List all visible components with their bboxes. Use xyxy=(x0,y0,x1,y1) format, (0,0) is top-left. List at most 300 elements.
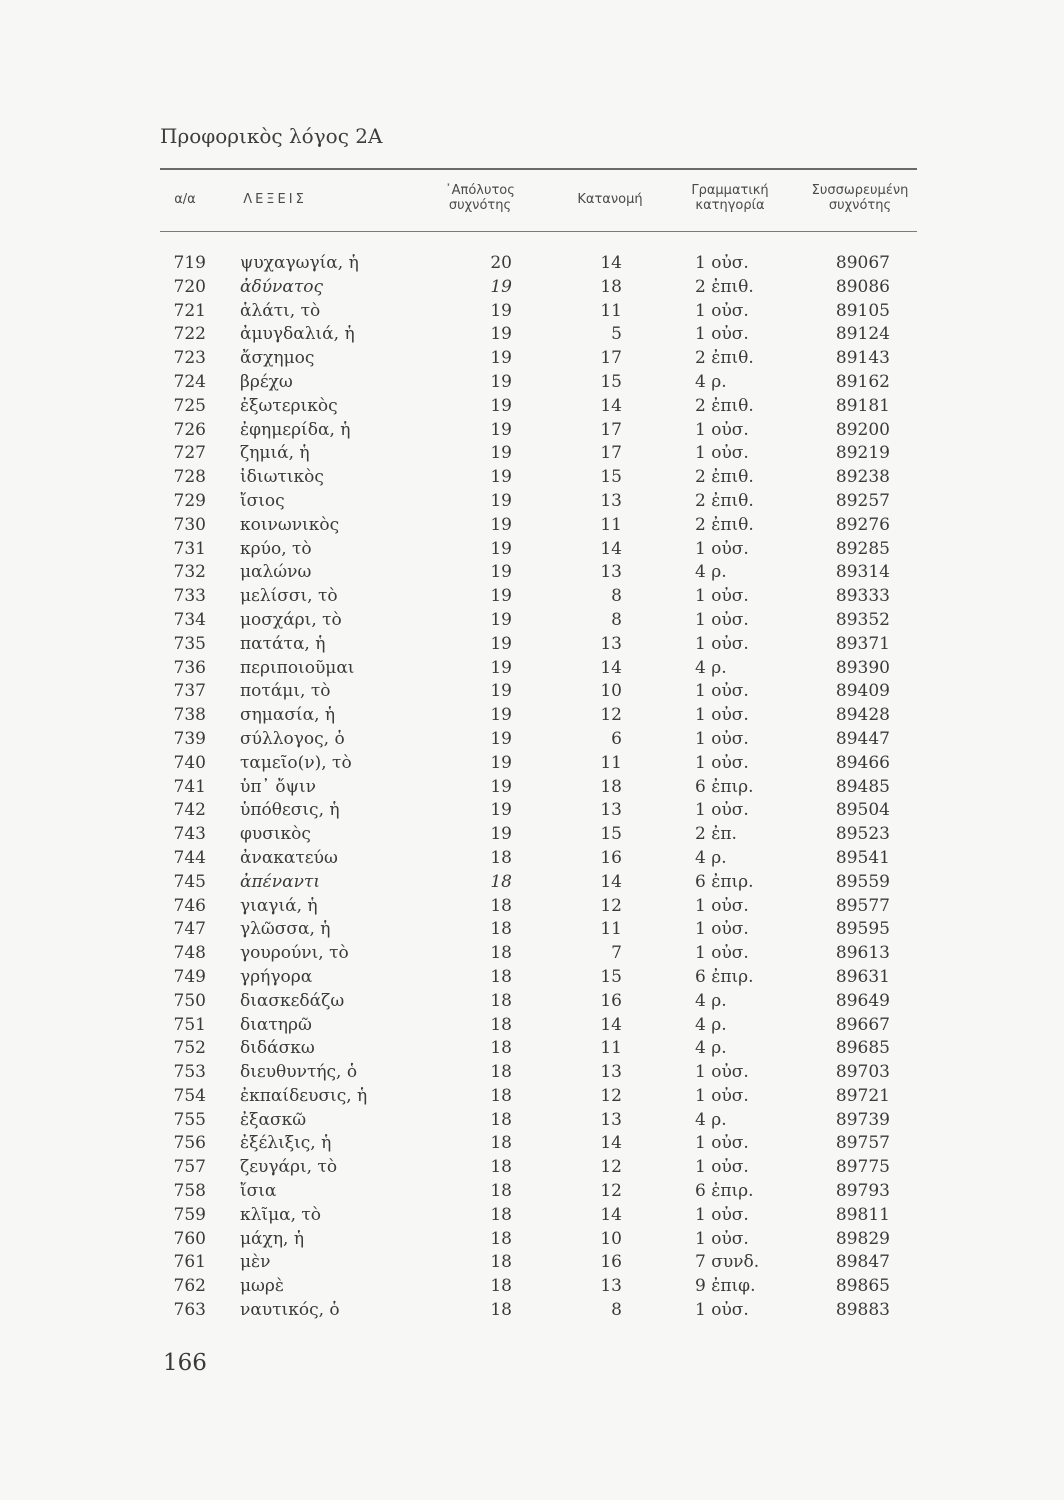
row-word: ἴσια xyxy=(240,1181,277,1202)
row-absolute-frequency: 18 xyxy=(490,1228,512,1249)
row-word: ψυχαγωγία, ἡ xyxy=(240,253,359,273)
column-header-cumulative xyxy=(800,183,920,213)
row-index: 754 xyxy=(173,1085,206,1106)
row-index: 731 xyxy=(173,538,206,559)
row-absolute-frequency: 18 xyxy=(490,990,512,1011)
table-row xyxy=(0,539,1064,563)
row-word: κοινωνικὸς xyxy=(240,514,340,535)
row-index: 752 xyxy=(173,1038,206,1059)
column-header-cumulative-line1: Συσσωρευμένη xyxy=(811,183,909,198)
table-row xyxy=(0,1110,1064,1134)
row-word: ἐφημερίδα, ἡ xyxy=(240,419,351,440)
row-index: 729 xyxy=(173,490,206,511)
row-grammar-category: 6 ἐπιρ. xyxy=(695,871,754,892)
row-index: 720 xyxy=(173,276,206,297)
row-distribution: 11 xyxy=(600,919,622,940)
column-header-grammar xyxy=(675,183,785,213)
row-absolute-frequency: 19 xyxy=(490,514,512,535)
row-word: διευθυντής, ὁ xyxy=(240,1062,358,1083)
row-grammar-category: 1 οὐσ. xyxy=(695,728,749,749)
row-distribution: 8 xyxy=(611,1300,622,1321)
table-row xyxy=(0,729,1064,753)
row-index: 728 xyxy=(173,467,206,488)
row-distribution: 16 xyxy=(600,1252,622,1273)
table-row xyxy=(0,991,1064,1015)
row-grammar-category: 1 οὐσ. xyxy=(695,1300,749,1321)
row-distribution: 14 xyxy=(600,871,622,892)
row-grammar-category: 1 οὐσ. xyxy=(695,1085,749,1106)
column-header-absolute xyxy=(430,183,530,213)
table-row xyxy=(0,872,1064,896)
header-rule xyxy=(160,231,917,232)
row-distribution: 11 xyxy=(600,514,622,535)
row-index: 750 xyxy=(173,990,206,1011)
row-grammar-category: 1 οὐσ. xyxy=(695,609,749,630)
row-cumulative-frequency: 89257 xyxy=(835,490,890,511)
row-word: μάχη, ἡ xyxy=(240,1228,305,1249)
row-absolute-frequency: 19 xyxy=(490,467,512,488)
row-index: 763 xyxy=(173,1300,206,1321)
row-cumulative-frequency: 89504 xyxy=(835,800,890,821)
row-word: ἐξωτερικὸς xyxy=(240,395,338,416)
page-title: Προφορικὸς λόγος 2Α xyxy=(160,124,383,148)
table-row xyxy=(0,372,1064,396)
row-cumulative-frequency: 89124 xyxy=(835,324,890,345)
column-header-absolute-line1: ᾿Απόλυτος xyxy=(445,183,515,198)
row-absolute-frequency: 19 xyxy=(490,324,512,345)
row-grammar-category: 4 ρ. xyxy=(695,371,727,392)
row-grammar-category: 6 ἐπιρ. xyxy=(695,776,754,797)
table-row xyxy=(0,1181,1064,1205)
row-index: 755 xyxy=(173,1109,206,1130)
row-absolute-frequency: 18 xyxy=(490,847,512,868)
row-word: ἰδιωτικὸς xyxy=(240,467,324,488)
row-absolute-frequency: 19 xyxy=(490,348,512,369)
row-distribution: 15 xyxy=(600,966,622,987)
table-row xyxy=(0,919,1064,943)
row-distribution: 15 xyxy=(600,467,622,488)
row-word: ζευγάρι, τὸ xyxy=(240,1157,338,1178)
row-distribution: 12 xyxy=(600,1181,622,1202)
table-row xyxy=(0,658,1064,682)
page-number: 166 xyxy=(163,1350,207,1376)
table-row xyxy=(0,967,1064,991)
row-distribution: 7 xyxy=(611,943,622,964)
row-cumulative-frequency: 89703 xyxy=(835,1062,890,1083)
row-word: γουρούνι, τὸ xyxy=(240,943,349,964)
column-header-words xyxy=(230,192,320,207)
row-word: ἀνακατεύω xyxy=(240,847,338,868)
row-cumulative-frequency: 89811 xyxy=(835,1204,890,1225)
row-index: 762 xyxy=(173,1276,206,1297)
row-distribution: 13 xyxy=(600,800,622,821)
row-cumulative-frequency: 89793 xyxy=(835,1181,890,1202)
row-absolute-frequency: 18 xyxy=(490,919,512,940)
row-distribution: 17 xyxy=(600,419,622,440)
row-word: ἄσχημος xyxy=(240,348,315,369)
table-row xyxy=(0,824,1064,848)
row-grammar-category: 2 ἐπ. xyxy=(695,824,737,845)
row-word: ὑπ᾿ ὄψιν xyxy=(240,776,316,797)
row-cumulative-frequency: 89162 xyxy=(835,371,890,392)
row-absolute-frequency: 18 xyxy=(490,871,512,892)
row-grammar-category: 1 οὐσ. xyxy=(695,1228,749,1249)
row-distribution: 11 xyxy=(600,1038,622,1059)
row-absolute-frequency: 19 xyxy=(490,609,512,630)
table-row xyxy=(0,1157,1064,1181)
row-index: 724 xyxy=(173,371,206,392)
row-absolute-frequency: 19 xyxy=(490,800,512,821)
row-grammar-category: 9 ἐπιφ. xyxy=(695,1276,756,1297)
row-index: 741 xyxy=(173,776,206,797)
row-distribution: 12 xyxy=(600,895,622,916)
row-index: 743 xyxy=(173,824,206,845)
row-grammar-category: 1 οὐσ. xyxy=(695,800,749,821)
row-grammar-category: 7 συνδ. xyxy=(695,1252,760,1273)
row-index: 730 xyxy=(173,514,206,535)
table-row xyxy=(0,848,1064,872)
row-word: ἀδύνατος xyxy=(240,276,324,297)
row-index: 732 xyxy=(173,562,206,583)
table-row xyxy=(0,515,1064,539)
row-grammar-category: 4 ρ. xyxy=(695,1109,727,1130)
row-absolute-frequency: 19 xyxy=(490,824,512,845)
row-distribution: 14 xyxy=(600,253,622,273)
row-absolute-frequency: 19 xyxy=(490,490,512,511)
row-distribution: 11 xyxy=(600,752,622,773)
row-distribution: 14 xyxy=(600,1133,622,1154)
row-absolute-frequency: 19 xyxy=(490,443,512,464)
row-index: 727 xyxy=(173,443,206,464)
row-index: 738 xyxy=(173,705,206,726)
row-index: 722 xyxy=(173,324,206,345)
row-grammar-category: 1 οὐσ. xyxy=(695,300,749,321)
row-grammar-category: 1 οὐσ. xyxy=(695,1133,749,1154)
row-word: ποτάμι, τὸ xyxy=(240,681,331,702)
row-word: βρέχω xyxy=(240,371,293,392)
row-word: γλῶσσα, ἡ xyxy=(240,919,331,940)
row-grammar-category: 4 ρ. xyxy=(695,990,727,1011)
table-row xyxy=(0,1300,1064,1324)
row-cumulative-frequency: 89219 xyxy=(835,443,890,464)
row-index: 726 xyxy=(173,419,206,440)
row-word: ἐκπαίδευσις, ἡ xyxy=(240,1085,368,1106)
row-distribution: 13 xyxy=(600,1276,622,1297)
row-word: ἴσιος xyxy=(240,490,285,511)
row-absolute-frequency: 18 xyxy=(490,1062,512,1083)
table-row xyxy=(0,681,1064,705)
row-index: 748 xyxy=(173,943,206,964)
row-grammar-category: 6 ἐπιρ. xyxy=(695,966,754,987)
row-grammar-category: 1 οὐσ. xyxy=(695,681,749,702)
row-grammar-category: 1 οὐσ. xyxy=(695,919,749,940)
table-row xyxy=(0,634,1064,658)
column-header-grammar-line1: Γραμματική xyxy=(691,183,769,198)
row-cumulative-frequency: 89143 xyxy=(835,348,890,369)
row-index: 745 xyxy=(173,871,206,892)
row-grammar-category: 4 ρ. xyxy=(695,657,727,678)
table-row xyxy=(0,705,1064,729)
column-header-words-label: ΛΕΞΕΙΣ xyxy=(243,192,307,207)
row-distribution: 12 xyxy=(600,1085,622,1106)
row-absolute-frequency: 19 xyxy=(490,776,512,797)
row-word: ζημιά, ἡ xyxy=(240,443,310,464)
row-grammar-category: 2 ἐπιθ. xyxy=(695,490,754,511)
row-cumulative-frequency: 89390 xyxy=(835,657,890,678)
row-grammar-category: 6 ἐπιρ. xyxy=(695,1181,754,1202)
column-header-index xyxy=(160,192,210,207)
row-distribution: 17 xyxy=(600,348,622,369)
row-grammar-category: 2 ἐπιθ. xyxy=(695,395,754,416)
row-grammar-category: 4 ρ. xyxy=(695,562,727,583)
row-grammar-category: 4 ρ. xyxy=(695,1038,727,1059)
row-distribution: 6 xyxy=(611,728,622,749)
row-index: 758 xyxy=(173,1181,206,1202)
row-distribution: 13 xyxy=(600,490,622,511)
row-distribution: 10 xyxy=(600,1228,622,1249)
row-absolute-frequency: 19 xyxy=(490,419,512,440)
row-word: κλῖμα, τὸ xyxy=(240,1204,322,1225)
row-cumulative-frequency: 89613 xyxy=(835,943,890,964)
row-index: 761 xyxy=(173,1252,206,1273)
row-distribution: 17 xyxy=(600,443,622,464)
row-word: διασκεδάζω xyxy=(240,990,345,1011)
row-grammar-category: 2 ἐπιθ. xyxy=(695,276,754,297)
row-absolute-frequency: 19 xyxy=(490,681,512,702)
row-index: 735 xyxy=(173,633,206,654)
row-word: ἀπέναντι xyxy=(240,871,320,892)
table-row xyxy=(0,348,1064,372)
row-word: διδάσκω xyxy=(240,1038,315,1059)
column-header-distribution xyxy=(560,192,660,207)
row-absolute-frequency: 18 xyxy=(490,1300,512,1321)
row-word: ἐξέλιξις, ἡ xyxy=(240,1133,332,1154)
table-row xyxy=(0,443,1064,467)
row-distribution: 18 xyxy=(600,776,622,797)
row-cumulative-frequency: 89485 xyxy=(835,776,890,797)
row-absolute-frequency: 18 xyxy=(490,1133,512,1154)
row-cumulative-frequency: 89333 xyxy=(835,586,890,607)
table-row xyxy=(0,1276,1064,1300)
row-cumulative-frequency: 89285 xyxy=(835,538,890,559)
row-grammar-category: 1 οὐσ. xyxy=(695,1062,749,1083)
row-distribution: 5 xyxy=(611,324,622,345)
row-cumulative-frequency: 89523 xyxy=(835,824,890,845)
row-index: 744 xyxy=(173,847,206,868)
table-row xyxy=(0,610,1064,634)
row-absolute-frequency: 18 xyxy=(490,1276,512,1297)
row-cumulative-frequency: 89757 xyxy=(835,1133,890,1154)
row-distribution: 14 xyxy=(600,1204,622,1225)
row-grammar-category: 4 ρ. xyxy=(695,847,727,868)
row-word: μαλώνω xyxy=(240,562,312,583)
row-cumulative-frequency: 89883 xyxy=(835,1300,890,1321)
row-index: 759 xyxy=(173,1204,206,1225)
row-cumulative-frequency: 89739 xyxy=(835,1109,890,1130)
row-absolute-frequency: 19 xyxy=(490,586,512,607)
column-header-absolute-line2: συχνότης xyxy=(448,198,512,213)
row-cumulative-frequency: 89847 xyxy=(835,1252,890,1273)
row-absolute-frequency: 19 xyxy=(490,562,512,583)
row-cumulative-frequency: 89685 xyxy=(835,1038,890,1059)
row-cumulative-frequency: 89086 xyxy=(835,276,890,297)
table-row xyxy=(0,324,1064,348)
row-grammar-category: 1 οὐσ. xyxy=(695,633,749,654)
table-row xyxy=(0,1229,1064,1253)
row-index: 749 xyxy=(173,966,206,987)
row-absolute-frequency: 18 xyxy=(490,1014,512,1035)
table-row xyxy=(0,1133,1064,1157)
row-cumulative-frequency: 89541 xyxy=(835,847,890,868)
row-index: 736 xyxy=(173,657,206,678)
row-index: 757 xyxy=(173,1157,206,1178)
row-distribution: 11 xyxy=(600,300,622,321)
row-grammar-category: 1 οὐσ. xyxy=(695,943,749,964)
row-distribution: 16 xyxy=(600,847,622,868)
row-cumulative-frequency: 89559 xyxy=(835,871,890,892)
row-absolute-frequency: 19 xyxy=(490,633,512,654)
row-grammar-category: 1 οὐσ. xyxy=(695,253,749,273)
row-index: 725 xyxy=(173,395,206,416)
row-absolute-frequency: 19 xyxy=(490,538,512,559)
row-absolute-frequency: 18 xyxy=(490,1204,512,1225)
table-row xyxy=(0,253,1064,277)
row-absolute-frequency: 19 xyxy=(490,657,512,678)
table-row xyxy=(0,1252,1064,1276)
table-row xyxy=(0,1038,1064,1062)
row-cumulative-frequency: 89631 xyxy=(835,966,890,987)
row-absolute-frequency: 18 xyxy=(490,943,512,964)
row-word: σημασία, ἡ xyxy=(240,705,336,726)
row-absolute-frequency: 19 xyxy=(490,276,512,297)
row-word: ταμεῖο(ν), τὸ xyxy=(240,752,352,773)
row-absolute-frequency: 19 xyxy=(490,752,512,773)
row-index: 723 xyxy=(173,348,206,369)
row-word: φυσικὸς xyxy=(240,824,311,845)
row-word: σύλλογος, ὁ xyxy=(240,728,345,749)
row-grammar-category: 2 ἐπιθ. xyxy=(695,467,754,488)
row-word: μωρὲ xyxy=(240,1276,285,1297)
row-word: διατηρῶ xyxy=(240,1014,312,1035)
row-distribution: 15 xyxy=(600,824,622,845)
row-absolute-frequency: 18 xyxy=(490,895,512,916)
table-row xyxy=(0,277,1064,301)
row-grammar-category: 4 ρ. xyxy=(695,1014,727,1035)
row-absolute-frequency: 18 xyxy=(490,1038,512,1059)
row-cumulative-frequency: 89238 xyxy=(835,467,890,488)
row-grammar-category: 2 ἐπιθ. xyxy=(695,514,754,535)
row-cumulative-frequency: 89428 xyxy=(835,705,890,726)
row-cumulative-frequency: 89105 xyxy=(835,300,890,321)
row-grammar-category: 1 οὐσ. xyxy=(695,752,749,773)
row-word: ἀμυγδαλιά, ἡ xyxy=(240,324,355,345)
row-absolute-frequency: 19 xyxy=(490,728,512,749)
row-grammar-category: 1 οὐσ. xyxy=(695,895,749,916)
row-index: 740 xyxy=(173,752,206,773)
row-grammar-category: 1 οὐσ. xyxy=(695,586,749,607)
row-index: 746 xyxy=(173,895,206,916)
row-grammar-category: 1 οὐσ. xyxy=(695,443,749,464)
row-cumulative-frequency: 89865 xyxy=(835,1276,890,1297)
row-distribution: 13 xyxy=(600,562,622,583)
table-row xyxy=(0,586,1064,610)
row-word: περιποιοῦμαι xyxy=(240,657,355,678)
row-distribution: 15 xyxy=(600,371,622,392)
row-grammar-category: 1 οὐσ. xyxy=(695,1157,749,1178)
row-distribution: 10 xyxy=(600,681,622,702)
row-word: πατάτα, ἡ xyxy=(240,633,326,654)
row-grammar-category: 1 οὐσ. xyxy=(695,538,749,559)
row-cumulative-frequency: 89181 xyxy=(835,395,890,416)
row-word: γρήγορα xyxy=(240,966,313,987)
row-distribution: 8 xyxy=(611,609,622,630)
row-word: ὑπόθεσις, ἡ xyxy=(240,800,340,821)
row-index: 747 xyxy=(173,919,206,940)
row-index: 733 xyxy=(173,586,206,607)
row-distribution: 8 xyxy=(611,586,622,607)
row-cumulative-frequency: 89577 xyxy=(835,895,890,916)
row-cumulative-frequency: 89447 xyxy=(835,728,890,749)
row-cumulative-frequency: 89314 xyxy=(835,562,890,583)
row-grammar-category: 1 οὐσ. xyxy=(695,705,749,726)
row-cumulative-frequency: 89595 xyxy=(835,919,890,940)
row-word: μὲν xyxy=(240,1252,271,1273)
row-index: 734 xyxy=(173,609,206,630)
row-word: γιαγιά, ἡ xyxy=(240,895,318,916)
row-cumulative-frequency: 89829 xyxy=(835,1228,890,1249)
row-distribution: 14 xyxy=(600,1014,622,1035)
row-cumulative-frequency: 89067 xyxy=(835,253,890,273)
table-row xyxy=(0,396,1064,420)
row-cumulative-frequency: 89200 xyxy=(835,419,890,440)
row-index: 721 xyxy=(173,300,206,321)
row-absolute-frequency: 18 xyxy=(490,1109,512,1130)
column-header-grammar-line2: κατηγορία xyxy=(695,198,765,213)
row-cumulative-frequency: 89649 xyxy=(835,990,890,1011)
row-distribution: 13 xyxy=(600,1062,622,1083)
row-absolute-frequency: 19 xyxy=(490,300,512,321)
row-cumulative-frequency: 89371 xyxy=(835,633,890,654)
row-index: 753 xyxy=(173,1062,206,1083)
row-distribution: 14 xyxy=(600,538,622,559)
row-absolute-frequency: 18 xyxy=(490,1181,512,1202)
row-absolute-frequency: 19 xyxy=(490,371,512,392)
table-row xyxy=(0,896,1064,920)
row-index: 760 xyxy=(173,1228,206,1249)
column-header-distribution-label: Κατανομή xyxy=(577,192,643,207)
row-cumulative-frequency: 89466 xyxy=(835,752,890,773)
row-index: 739 xyxy=(173,728,206,749)
row-distribution: 14 xyxy=(600,657,622,678)
row-index: 751 xyxy=(173,1014,206,1035)
row-index: 756 xyxy=(173,1133,206,1154)
row-cumulative-frequency: 89276 xyxy=(835,514,890,535)
row-grammar-category: 2 ἐπιθ. xyxy=(695,348,754,369)
table-row xyxy=(0,1086,1064,1110)
column-header-index-label: α/α xyxy=(174,192,196,207)
row-index: 719 xyxy=(173,253,206,273)
row-cumulative-frequency: 89352 xyxy=(835,609,890,630)
row-grammar-category: 1 οὐσ. xyxy=(695,324,749,345)
table-row xyxy=(0,301,1064,325)
column-header-cumulative-line2: συχνότης xyxy=(828,198,892,213)
table-row xyxy=(0,491,1064,515)
row-word: μοσχάρι, τὸ xyxy=(240,609,342,630)
row-grammar-category: 1 οὐσ. xyxy=(695,1204,749,1225)
table-row xyxy=(0,777,1064,801)
table-row xyxy=(0,753,1064,777)
row-index: 737 xyxy=(173,681,206,702)
